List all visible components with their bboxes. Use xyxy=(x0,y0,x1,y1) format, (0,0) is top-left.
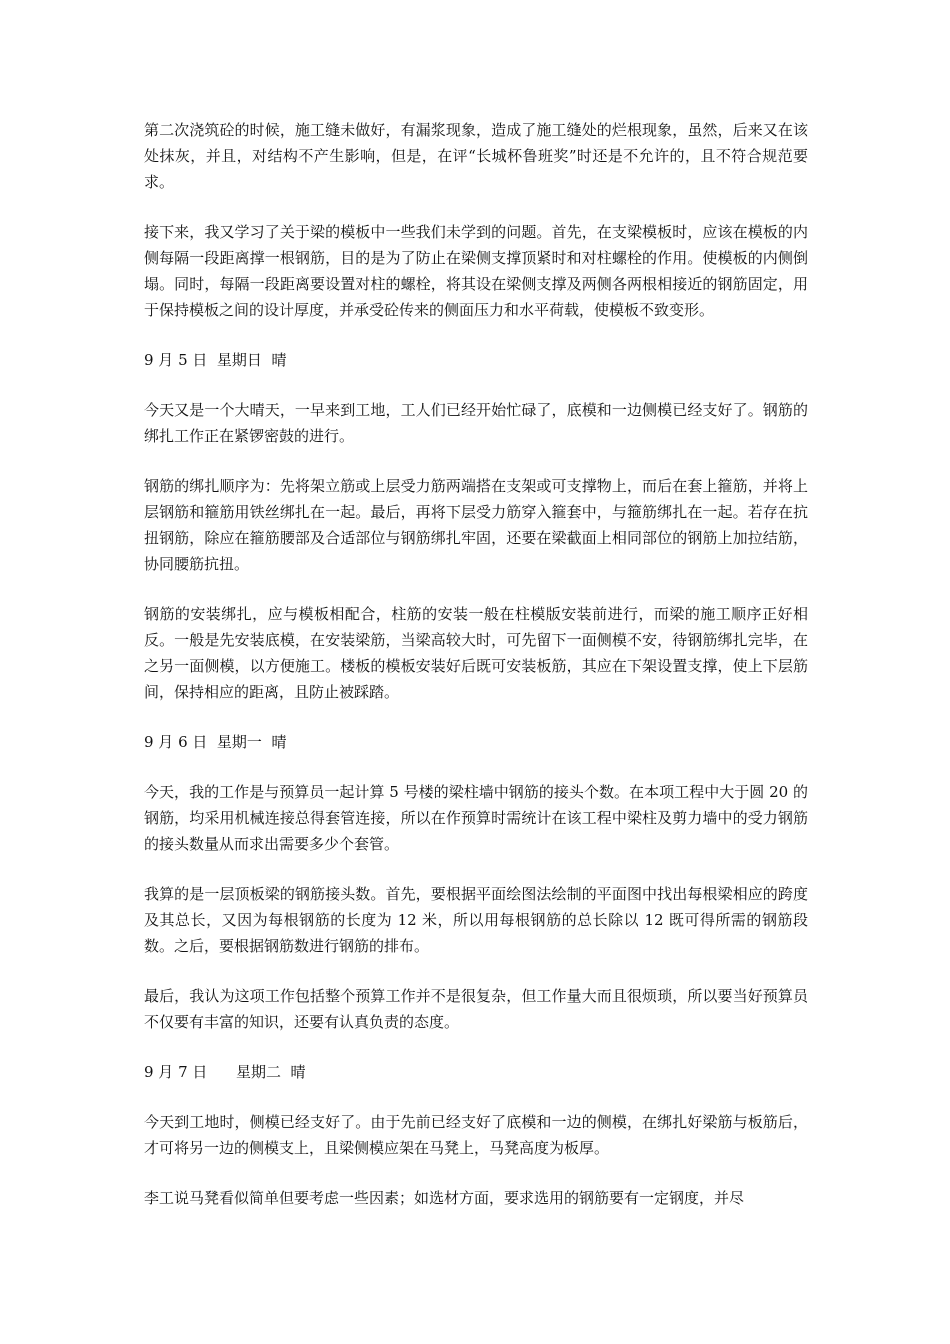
paragraph-sunny-day: 今天又是一个大晴天，一早来到工地，工人们已经开始忙碌了，底模和一边侧模已经支好了。钢筋的绑扎工作正在紧锣密鼓的进行。 xyxy=(144,401,808,445)
paragraph-joint-count: 今天，我的工作是与预算员一起计算 5 号楼的梁柱墙中钢筋的接头个数。在本项工程中大于圆 20 的钢筋，均采用机械连接总得套管连接，所以在作预算时需统计在该工程中梁柱及剪力墙中的受力钢筋的接头数量从而求出需要多少个套管。 xyxy=(144,783,808,853)
paragraph-horse-stool: 李工说马凳看似简单但要考虑一些因素；如选材方面，要求选用的钢筋要有一定钢度，并尽 xyxy=(144,1189,745,1207)
paragraph-binding-order: 钢筋的绑扎顺序为：先将架立筋或上层受力筋两端搭在支架或可支撑物上，而后在套上箍筋，并将上层钢筋和箍筋用铁丝绑扎在一起。最后，再将下层受力筋穿入箍套中，与箍筋绑扎在一起。若存在抗扭钢筋，除应在箍筋腰部及合适部位与钢筋绑扎牢固，还要在梁截面上相同部位的钢筋上加拉结筋，协同腰筋抗扭。 xyxy=(144,477,808,573)
diary-date-sep-5: 9 月 5 日 星期日 晴 xyxy=(144,351,287,369)
paragraph-first-floor-beam: 我算的是一层顶板梁的钢筋接头数。首先，要根据平面绘图法绘制的平面图中找出每根梁相应的跨度及其总长，又因为每根钢筋的长度为 12 米，所以用每根钢筋的总长除以 12 既可得所需的钢筋段数。之后，要根据钢筋数进行钢筋的排布。 xyxy=(144,885,808,955)
paragraph-beam-formwork: 接下来，我又学习了关于梁的模板中一些我们未学到的问题。首先，在支梁模板时，应该在模板的内侧每隔一段距离撑一根钢筋，目的是为了防止在梁侧支撑顶紧时和对柱螺栓的作用。使模板的内侧倒塌。同时，每隔一段距离要设置对柱的螺栓，将其设在梁侧支撑及两侧各两根相接近的钢筋固定，用于保持模板之间的设计厚度，并承受砼传来的侧面压力和水平荷载，使模板不致变形。 xyxy=(144,223,808,319)
paragraph-construction-joint: 第二次浇筑砼的时候，施工缝未做好，有漏浆现象，造成了施工缝处的烂根现象，虽然，后来又在该处抹灰，并且，对结构不产生影响，但是，在评“长城杯鲁班奖”时还是不允许的，且不符合规范要求。 xyxy=(144,121,808,191)
paragraph-side-formwork: 今天到工地时，侧模已经支好了。由于先前已经支好了底模和一边的侧模，在绑扎好梁筋与板筋后，才可将另一边的侧模支上，且梁侧模应架在马凳上，马凳高度为板厚。 xyxy=(144,1113,808,1157)
paragraph-rebar-installation: 钢筋的安装绑扎，应与模板相配合，柱筋的安装一般在柱模版安装前进行，而梁的施工顺序正好相反。一般是先安装底模，在安装梁筋，当梁高较大时，可先留下一面侧模不安，待钢筋绑扎完毕，在之另一面侧模，以方便施工。楼板的模板安装好后既可安装板筋，其应在下架设置支撑，使上下层筋间，保持相应的距离，且防止被踩踏。 xyxy=(144,605,808,701)
diary-date-sep-7: 9 月 7 日 星期二 晴 xyxy=(144,1063,306,1081)
paragraph-budget-reflection: 最后，我认为这项工作包括整个预算工作并不是很复杂，但工作量大而且很烦琐，所以要当好预算员不仅要有丰富的知识，还要有认真负责的态度。 xyxy=(144,987,808,1031)
diary-date-sep-6: 9 月 6 日 星期一 晴 xyxy=(144,733,287,751)
document-page xyxy=(144,117,808,1235)
